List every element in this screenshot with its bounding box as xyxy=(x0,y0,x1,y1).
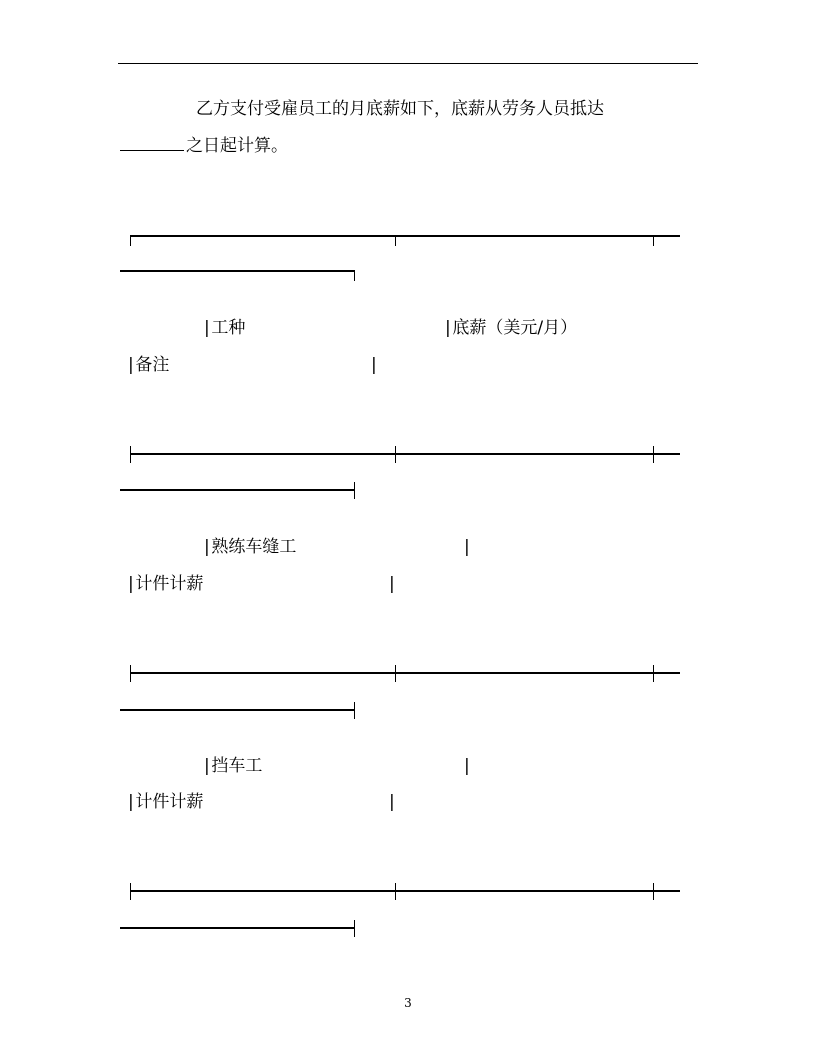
row1-cell-remark: | 计件计薪 xyxy=(128,574,204,594)
column-tick xyxy=(653,665,654,682)
row1-cell-type: | 熟练车缝工 xyxy=(204,537,297,557)
header-remark: 备注 xyxy=(135,355,170,375)
table-rule-continuation xyxy=(120,489,354,491)
column-tick xyxy=(354,920,355,937)
blank-field xyxy=(120,136,184,151)
column-tick xyxy=(130,235,131,246)
column-tick xyxy=(354,702,355,719)
cell-separator: | xyxy=(389,574,395,594)
cell-separator: | xyxy=(389,792,395,812)
table-rule-continuation xyxy=(120,270,354,272)
table-rule-bottom xyxy=(130,890,680,892)
row1-cell-salary: | xyxy=(464,537,470,557)
table-rule xyxy=(130,453,680,455)
column-tick xyxy=(653,235,654,246)
header-salary: 底薪（美元/月） xyxy=(452,318,578,338)
table-rule-top xyxy=(130,235,680,237)
row2-cell-remark: | 计件计薪 xyxy=(128,792,204,812)
intro-line-2 xyxy=(120,136,288,156)
intro-line-2-text: 之日起计算。 xyxy=(186,136,288,156)
header-cell-salary: | 底薪（美元/月） xyxy=(445,318,578,338)
table-rule-continuation xyxy=(120,709,354,711)
page-number: 3 xyxy=(404,996,412,1010)
header-cell-remark: | 备注 xyxy=(128,355,170,375)
header-rule xyxy=(118,63,698,64)
row1-type: 熟练车缝工 xyxy=(211,537,297,557)
column-tick xyxy=(130,665,131,682)
intro-line-1: 乙方支付受雇员工的月底薪如下，底薪从劳务人员抵达 xyxy=(196,99,604,119)
row2-remark: 计件计薪 xyxy=(135,792,204,812)
column-tick xyxy=(354,270,355,281)
header-cell-type: | 工种 xyxy=(204,318,246,338)
column-tick xyxy=(130,883,131,900)
header-type: 工种 xyxy=(211,318,246,338)
column-tick xyxy=(653,446,654,463)
column-tick xyxy=(354,482,355,499)
column-tick xyxy=(395,235,396,246)
row2-cell-salary: | xyxy=(464,756,470,776)
row1-remark: 计件计薪 xyxy=(135,574,204,594)
row2-type: 挡车工 xyxy=(211,756,263,776)
table-rule xyxy=(130,672,680,674)
column-tick xyxy=(395,446,396,463)
column-tick xyxy=(395,883,396,900)
column-tick xyxy=(130,446,131,463)
table-rule-continuation xyxy=(120,927,354,929)
column-tick xyxy=(395,665,396,682)
cell-separator: | xyxy=(371,355,377,375)
column-tick xyxy=(653,883,654,900)
row2-cell-type: | 挡车工 xyxy=(204,756,263,776)
